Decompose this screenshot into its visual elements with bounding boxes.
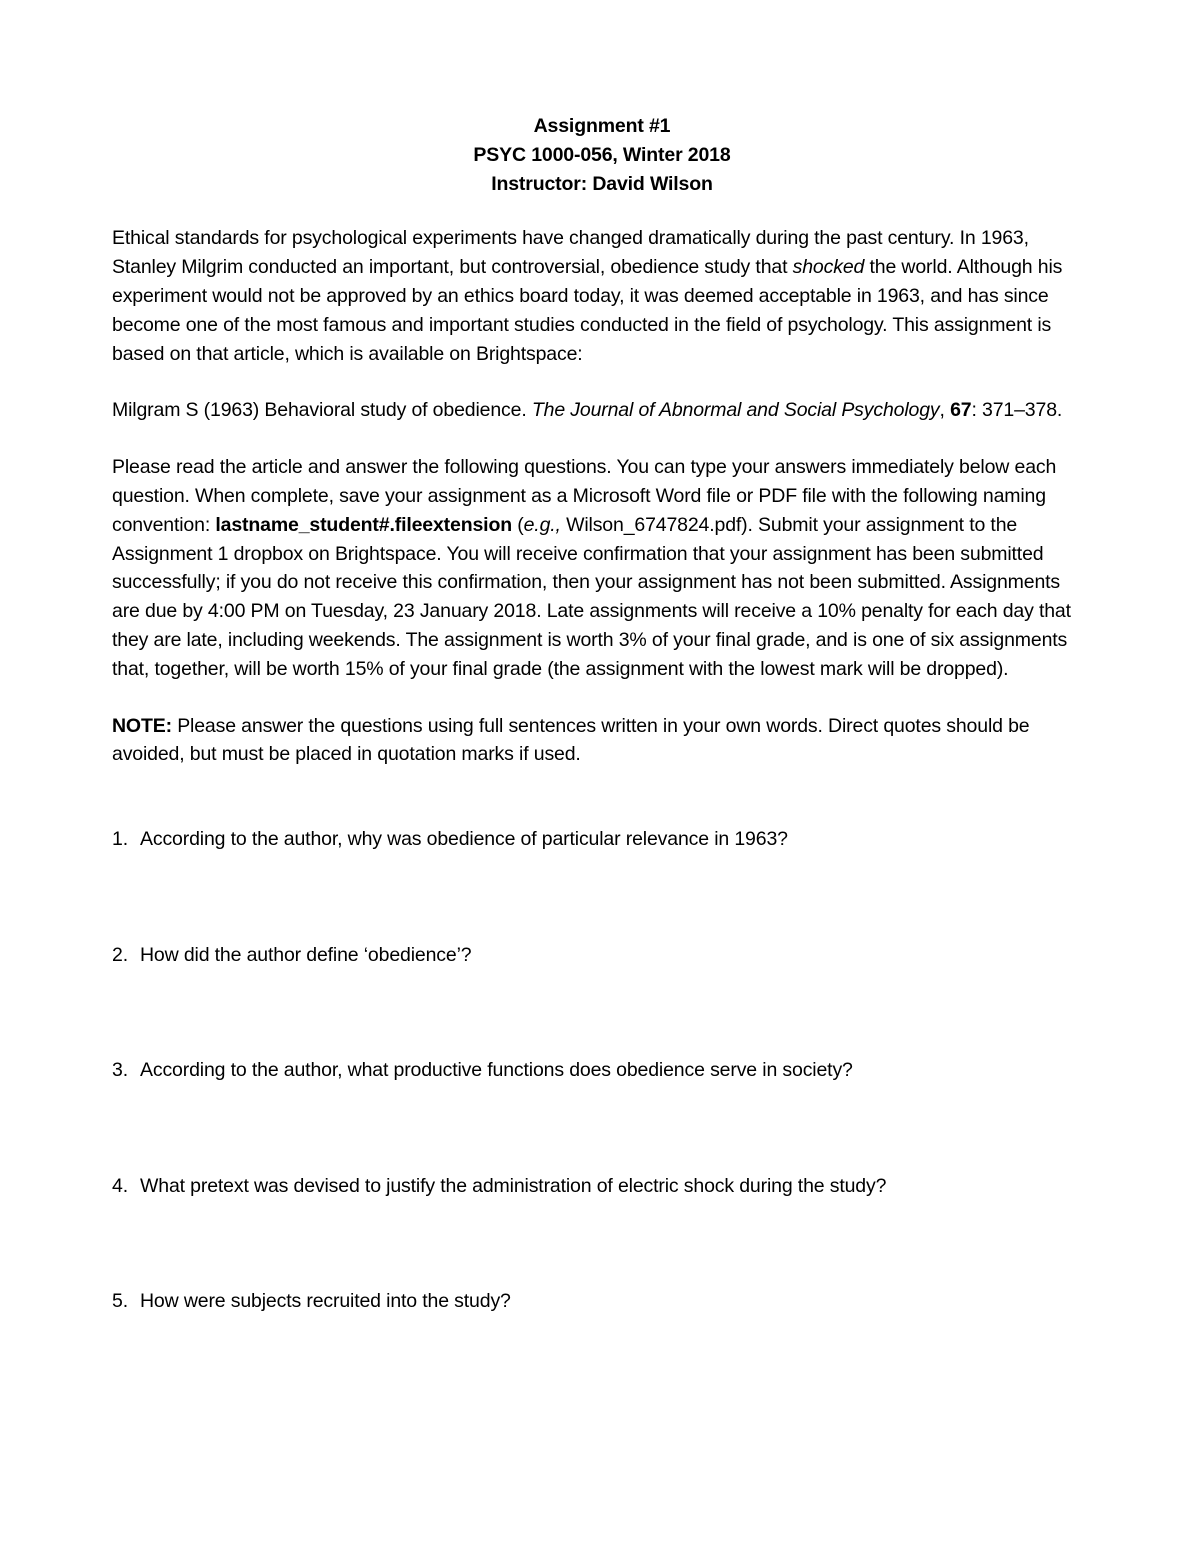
intro-text-start: Ethical standards for psychological experiments have changed dramatically during the past century. In 1963, Stanley Milgrim conducted an important, but controversial, obedience study that <box>112 227 1029 279</box>
question-number: 1. <box>112 828 128 851</box>
citation-authors: Milgram S (1963) Behavioral study of obedience. <box>112 399 532 422</box>
question-item <box>112 941 1092 1057</box>
instructions-text-3: Wilson_6747824.pdf). Submit your assignment to the Assignment 1 dropbox on Brightspace. You will receive confirmation that your assignment has been submitted successfully; if you do not receive this confirmation, then your assignment has not been submitted. Assignments are due by 4:00 PM on Tuesday, 23 January 2018. Late assignments will receive a 10% penalty for each day that they are late, including weekends. The assignment is worth 3% of your final grade, and is one of six assignments that, together, will be worth 15% of your final grade (the assignment with the lowest mark will be dropped). <box>112 513 1071 680</box>
document-header <box>112 112 1092 198</box>
filename-convention: lastname_student#.fileextension <box>215 513 512 536</box>
citation-paragraph <box>112 396 1092 425</box>
question-number: 3. <box>112 1059 128 1082</box>
note-text: Please answer the questions using full sentences written in your own words. Direct quotes should be avoided, but must be placed in quotation marks if used. <box>112 714 1030 766</box>
assignment-title: Assignment #1 <box>533 115 671 137</box>
question-text: What pretext was devised to justify the administration of electric shock during the study? <box>140 1174 887 1197</box>
note-paragraph <box>112 712 1092 770</box>
citation-journal: The Journal of Abnormal and Social Psychology <box>531 399 940 422</box>
instructor-line: Instructor: David Wilson <box>491 172 713 195</box>
question-number: 4. <box>112 1174 128 1197</box>
question-text: How were subjects recruited into the study? <box>140 1290 511 1313</box>
intro-emphasis: shocked <box>792 256 865 279</box>
citation-volume: 67 <box>950 399 972 422</box>
intro-paragraph <box>112 224 1092 368</box>
question-item <box>112 1172 1092 1288</box>
instructions-text-2: ( <box>511 513 524 536</box>
question-item <box>112 1056 1092 1172</box>
intro-text-end: the world. Although his experiment would not be approved by an ethics board today, it was deemed acceptable in 1963, and has since become one of the most famous and important studies conducted in the field of psychology. This assignment is based on that article, which is available on Brightspace: <box>112 256 1063 365</box>
document-page <box>112 112 1092 1403</box>
note-label: NOTE: <box>112 714 172 737</box>
instructions-paragraph <box>112 453 1092 683</box>
citation-separator: , <box>939 399 951 422</box>
question-number: 2. <box>112 943 128 966</box>
course-line: PSYC 1000-056, Winter 2018 <box>473 143 731 166</box>
question-item <box>112 1287 1092 1403</box>
question-text: How did the author define ‘obedience’? <box>140 943 472 966</box>
question-text: According to the author, what productive functions does obedience serve in society? <box>140 1059 853 1082</box>
question-text: According to the author, why was obedience of particular relevance in 1963? <box>140 828 788 851</box>
instructions-text-1: Please read the article and answer the following questions. You can type your answers immediately below each question. When complete, save your assignment as a Microsoft Word file or PDF file with the following naming convention: <box>112 456 1057 536</box>
question-item <box>112 825 1092 941</box>
question-list <box>112 825 1092 1403</box>
question-number: 5. <box>112 1290 128 1313</box>
eg-abbreviation: e.g., <box>523 513 561 536</box>
citation-pages: : 371–378. <box>971 399 1063 422</box>
